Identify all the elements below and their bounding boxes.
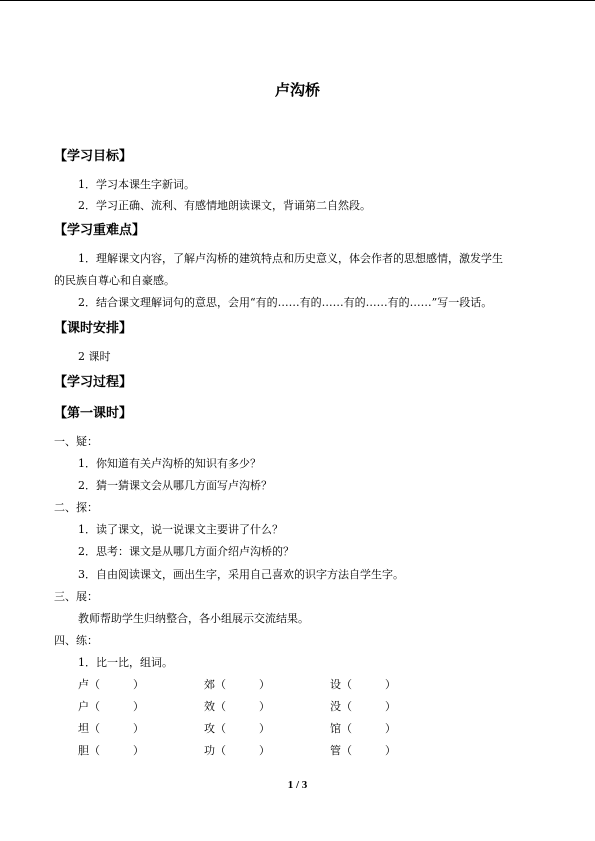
key-point-item-continued: 的民族自尊心和自豪感。 [54,274,175,287]
compare-cell: 攻（ ） [204,722,270,735]
compare-cell: 卢（ ） [78,678,144,691]
schedule-text: 2 课时 [78,350,111,363]
compare-cell: 胆（ ） [78,744,144,757]
heading-lesson-1: 【第一课时】 [54,406,133,421]
compare-cell: 郊（ ） [204,678,270,691]
part-item: 2．思考：课文是从哪几方面介绍卢沟桥的？ [78,545,294,558]
compare-cell: 效（ ） [204,700,270,713]
part-item: 3．自由阅读课文，画出生字，采用自己喜欢的识字方法自学生字。 [78,568,404,581]
compare-cell: 设（ ） [330,678,396,691]
heading-objectives: 【学习目标】 [54,149,133,164]
compare-cell: 坦（ ） [78,722,144,735]
page-title: 卢沟桥 [274,81,320,99]
compare-cell: 管（ ） [330,744,396,757]
part-label: 四、练： [54,634,98,647]
part-label: 三、展： [54,590,98,603]
part-label: 一、疑： [54,435,98,448]
heading-process: 【学习过程】 [54,375,133,390]
part-item: 1．读了课文，说一说课文主要讲了什么？ [78,523,283,536]
compare-cell: 户（ ） [78,700,144,713]
part-item: 教师帮助学生归纳整合，各小组展示交流结果。 [78,612,309,625]
compare-cell: 没（ ） [330,700,396,713]
part-item: 1．你知道有关卢沟桥的知识有多少？ [78,457,261,470]
objective-item: 2．学习正确、流利、有感情地朗读课文，背诵第二自然段。 [78,199,371,212]
top-rule [0,0,595,1]
compare-cell: 功（ ） [204,744,270,757]
part-item: 2．猜一猜课文会从哪几方面写卢沟桥？ [78,479,272,492]
part-item: 1．比一比，组词。 [78,656,173,669]
key-point-item: 1．理解课文内容，了解卢沟桥的建筑特点和历史意义，体会作者的思想感情，激发学生 [78,252,503,265]
heading-key-points: 【学习重难点】 [54,223,146,238]
objective-item: 1．学习本课生字新词。 [78,178,195,191]
heading-schedule: 【课时安排】 [54,321,133,336]
part-label: 二、探： [54,501,98,514]
compare-cell: 馆（ ） [330,722,396,735]
page-number: 1 / 3 [287,779,308,791]
key-point-item: 2．结合课文理解词句的意思，会用“有的……有的……有的……有的……”写一段话。 [78,296,493,309]
